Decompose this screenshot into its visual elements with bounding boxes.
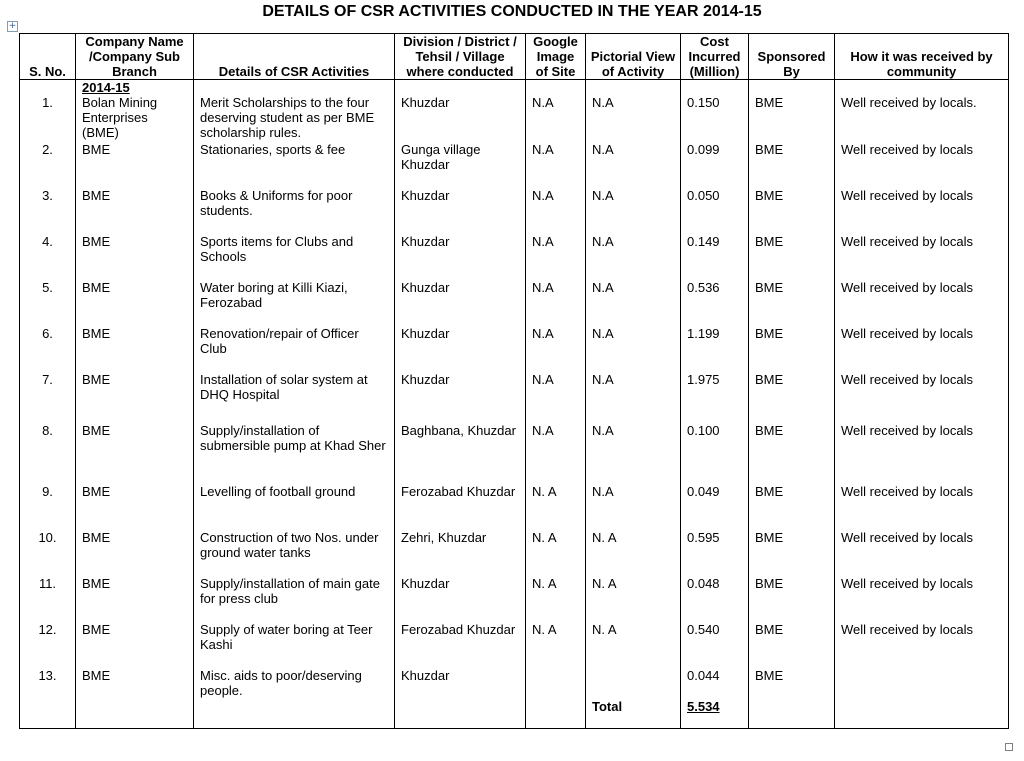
cell-cost: 0.100: [681, 423, 749, 484]
cell-company: BME: [76, 326, 194, 372]
cell-google: N.A: [526, 423, 586, 484]
cell-division: Khuzdar: [395, 372, 526, 423]
total-empty-cell: [749, 699, 835, 729]
cell-cost: 1.199: [681, 326, 749, 372]
cell-pictorial: [586, 668, 681, 699]
cell-google: N. A: [526, 484, 586, 530]
cell-division: Khuzdar: [395, 326, 526, 372]
cell-details: Water boring at Killi Kiazi, Ferozabad: [194, 280, 395, 326]
cell-sponsored: BME: [749, 326, 835, 372]
cell-company: BME: [76, 188, 194, 234]
cell-sno: 1.: [20, 80, 76, 142]
cell-google: N. A: [526, 576, 586, 622]
cell-sno: 10.: [20, 530, 76, 576]
cell-company: BME: [76, 576, 194, 622]
cell-division: Khuzdar: [395, 280, 526, 326]
cell-received: Well received by locals: [835, 622, 1009, 668]
cell-company: BME: [76, 234, 194, 280]
cell-company: [76, 80, 194, 142]
cell-company: BME: [76, 423, 194, 484]
cell-sponsored: BME: [749, 622, 835, 668]
cell-received: Well received by locals: [835, 576, 1009, 622]
cell-cost: 0.049: [681, 484, 749, 530]
cell-company: BME: [76, 484, 194, 530]
cell-received: Well received by locals: [835, 530, 1009, 576]
cell-pictorial: N.A: [586, 280, 681, 326]
cell-google: N.A: [526, 80, 586, 142]
cell-cost: 1.975: [681, 372, 749, 423]
cell-sponsored: BME: [749, 668, 835, 699]
cell-sponsored: BME: [749, 280, 835, 326]
cell-cost: 0.048: [681, 576, 749, 622]
table-row: [20, 622, 1009, 668]
header-sponsored: Sponsored By: [749, 34, 835, 80]
header-division: Division / District / Tehsil / Village where conducted: [395, 34, 526, 80]
cell-division: Khuzdar: [395, 576, 526, 622]
cell-details: Construction of two Nos. under ground water tanks: [194, 530, 395, 576]
table-row: [20, 188, 1009, 234]
page-title: DETAILS OF CSR ACTIVITIES CONDUCTED IN THE YEAR 2014-15: [262, 3, 762, 20]
cell-sno: 13.: [20, 668, 76, 699]
cell-division: Gunga village Khuzdar: [395, 142, 526, 188]
table-row: [20, 372, 1009, 423]
cell-pictorial: N. A: [586, 530, 681, 576]
cell-received: Well received by locals: [835, 326, 1009, 372]
cell-details: Misc. aids to poor/deserving people.: [194, 668, 395, 699]
cell-pictorial: N.A: [586, 423, 681, 484]
cell-sno: 8.: [20, 423, 76, 484]
total-value: 5.534: [681, 699, 749, 729]
cell-cost: 0.050: [681, 188, 749, 234]
table-row: [20, 142, 1009, 188]
cell-sponsored: BME: [749, 80, 835, 142]
cell-received: Well received by locals: [835, 234, 1009, 280]
cell-company: BME: [76, 530, 194, 576]
cell-sponsored: BME: [749, 372, 835, 423]
cell-cost: 0.595: [681, 530, 749, 576]
move-icon[interactable]: +: [8, 21, 17, 31]
cell-google: N.A: [526, 234, 586, 280]
table-row: [20, 576, 1009, 622]
cell-received: Well received by locals: [835, 372, 1009, 423]
table-row: [20, 80, 1009, 142]
cell-received: Well received by locals: [835, 280, 1009, 326]
total-row: [20, 699, 1009, 729]
table-row: [20, 326, 1009, 372]
cell-sponsored: BME: [749, 188, 835, 234]
cell-google: N. A: [526, 622, 586, 668]
cell-division: Khuzdar: [395, 668, 526, 699]
year-label: 2014-15: [82, 80, 130, 95]
cell-division: Ferozabad Khuzdar: [395, 484, 526, 530]
cell-sno: 7.: [20, 372, 76, 423]
header-row: [20, 34, 1009, 80]
cell-google: N.A: [526, 280, 586, 326]
total-empty-cell: [194, 699, 395, 729]
cell-details: Supply/installation of main gate for press club: [194, 576, 395, 622]
cell-sponsored: BME: [749, 423, 835, 484]
cell-cost: 0.099: [681, 142, 749, 188]
cell-details: Sports items for Clubs and Schools: [194, 234, 395, 280]
cell-sno: 6.: [20, 326, 76, 372]
table-row: [20, 280, 1009, 326]
cell-pictorial: N.A: [586, 372, 681, 423]
cell-division: Ferozabad Khuzdar: [395, 622, 526, 668]
cell-division: Khuzdar: [395, 188, 526, 234]
cell-pictorial: N.A: [586, 234, 681, 280]
total-empty-cell: [395, 699, 526, 729]
cell-details: Renovation/repair of Officer Club: [194, 326, 395, 372]
cell-company: BME: [76, 668, 194, 699]
cell-details: Supply of water boring at Teer Kashi: [194, 622, 395, 668]
cell-sponsored: BME: [749, 484, 835, 530]
cell-pictorial: N.A: [586, 484, 681, 530]
cell-google: N. A: [526, 530, 586, 576]
cell-received: Well received by locals: [835, 142, 1009, 188]
cell-pictorial: N.A: [586, 326, 681, 372]
cell-details: Merit Scholarships to the four deserving student as per BME scholarship rules.: [194, 80, 395, 142]
cell-google: N.A: [526, 326, 586, 372]
total-empty-cell: [526, 699, 586, 729]
cell-pictorial: N.A: [586, 142, 681, 188]
header-received: How it was received by community: [835, 34, 1009, 80]
cell-sno: 12.: [20, 622, 76, 668]
cell-company: BME: [76, 280, 194, 326]
cell-cost: 0.150: [681, 80, 749, 142]
cell-received: Well received by locals: [835, 484, 1009, 530]
cell-pictorial: N. A: [586, 576, 681, 622]
cell-pictorial: N.A: [586, 80, 681, 142]
resize-icon[interactable]: [1005, 743, 1013, 751]
total-empty-cell: [76, 699, 194, 729]
header-company: Company Name /Company Sub Branch: [76, 34, 194, 80]
cell-received: Well received by locals: [835, 188, 1009, 234]
cell-google: [526, 668, 586, 699]
cell-division: Khuzdar: [395, 234, 526, 280]
company-name: Bolan Mining Enterprises (BME): [82, 95, 158, 140]
cell-division: Khuzdar: [395, 80, 526, 142]
cell-cost: 0.540: [681, 622, 749, 668]
cell-google: N.A: [526, 372, 586, 423]
cell-sponsored: BME: [749, 234, 835, 280]
header-pictorial: Pictorial View of Activity: [586, 34, 681, 80]
cell-pictorial: N.A: [586, 188, 681, 234]
cell-google: N.A: [526, 188, 586, 234]
table-row: [20, 530, 1009, 576]
cell-cost: 0.044: [681, 668, 749, 699]
header-details: Details of CSR Activities: [194, 34, 395, 80]
cell-sno: 5.: [20, 280, 76, 326]
csr-table: [19, 33, 1009, 729]
cell-company: BME: [76, 372, 194, 423]
header-google: Google Image of Site: [526, 34, 586, 80]
table-row: [20, 668, 1009, 699]
cell-received: Well received by locals.: [835, 80, 1009, 142]
cell-details: Installation of solar system at DHQ Hospital: [194, 372, 395, 423]
header-sno: S. No.: [20, 34, 76, 80]
cell-details: Levelling of football ground: [194, 484, 395, 530]
cell-sponsored: BME: [749, 530, 835, 576]
cell-cost: 0.149: [681, 234, 749, 280]
cell-sponsored: BME: [749, 576, 835, 622]
table-row: [20, 234, 1009, 280]
header-cost: Cost Incurred (Million): [681, 34, 749, 80]
cell-sponsored: BME: [749, 142, 835, 188]
cell-company: BME: [76, 142, 194, 188]
cell-details: Stationaries, sports & fee: [194, 142, 395, 188]
cell-cost: 0.536: [681, 280, 749, 326]
cell-sno: 2.: [20, 142, 76, 188]
cell-division: Baghbana, Khuzdar: [395, 423, 526, 484]
cell-google: N.A: [526, 142, 586, 188]
cell-pictorial: N. A: [586, 622, 681, 668]
cell-sno: 11.: [20, 576, 76, 622]
total-label: Total: [586, 699, 681, 729]
cell-received: Well received by locals: [835, 423, 1009, 484]
cell-sno: 9.: [20, 484, 76, 530]
total-empty-cell: [20, 699, 76, 729]
cell-sno: 4.: [20, 234, 76, 280]
cell-sno: 3.: [20, 188, 76, 234]
cell-company: BME: [76, 622, 194, 668]
table-row: [20, 484, 1009, 530]
cell-received: [835, 668, 1009, 699]
table-row: [20, 423, 1009, 484]
cell-details: Supply/installation of submersible pump at Khad Sher: [194, 423, 395, 484]
cell-details: Books & Uniforms for poor students.: [194, 188, 395, 234]
total-empty-cell: [835, 699, 1009, 729]
cell-division: Zehri, Khuzdar: [395, 530, 526, 576]
